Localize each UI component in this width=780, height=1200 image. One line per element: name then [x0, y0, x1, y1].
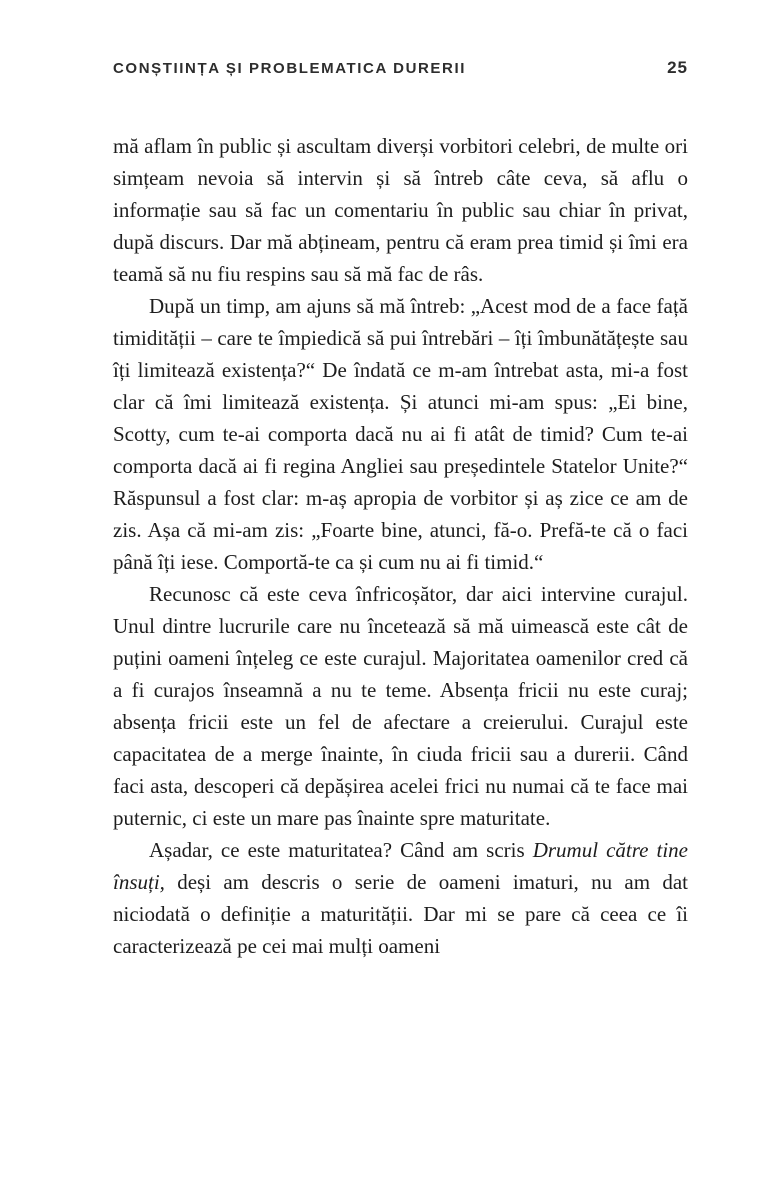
book-title-italic: Drumul către tine însuți, [113, 838, 688, 894]
running-head [113, 58, 688, 78]
paragraph-4-text-after: deși am descris o serie de oameni imaturi, nu am dat niciodată o definiție a maturității. Dar mi se pare că ceea ce îi caracterizează pe cei mai mulți oameni [113, 870, 688, 958]
paragraph-2: După un timp, am ajuns să mă întreb: „Acest mod de a face față timidității – care te împiedică să pui întrebări – îți îmbunătățește sau îți limitează existența?“ De îndată ce m-am întrebat asta, mi-a fost clar că îmi limitează existența. Și atunci mi-am spus: „Ei bine, Scotty, cum te-ai comporta dacă nu ai fi atât de timid? Cum te-ai comporta dacă ai fi regina Angliei sau președintele Statelor Unite?“ Răspunsul a fost clar: m-aș apropia de vorbitor și aș zice ce am de zis. Așa că mi-am zis: „Foarte bine, atunci, fă-o. Prefă-te că o faci până îți iese. Comportă-te ca și cum nu ai fi timid.“ [113, 294, 688, 574]
page-number: 25 [667, 58, 688, 77]
page-body [113, 130, 688, 962]
running-head-title: CONȘTIINȚA ȘI PROBLEMATICA DURERII [113, 60, 467, 77]
paragraph-3: Recunosc că este ceva înfricoșător, dar aici intervine curajul. Unul dintre lucrurile care nu încetează să mă uimească este cât de puțini oameni înțeleg ce este curajul. Majoritatea oamenilor cred că a fi curajos înseamnă a nu te teme. Absența fricii nu este curaj; absența fricii este un fel de afectare a creierului. Curajul este capacitatea de a merge înainte, în ciuda fricii sau a durerii. Când faci asta, descoperi că depășirea acelei frici nu numai că te face mai puternic, ci este un mare pas înainte spre maturitate. [113, 582, 688, 830]
paragraph-4-text-before: Așadar, ce este maturitatea? Când am scris [149, 838, 533, 862]
paragraph-1: mă aflam în public și ascultam diverși vorbitori celebri, de multe ori simțeam nevoia să intervin și să întreb câte ceva, să aflu o informație sau să fac un comentariu în public sau chiar în privat, după discurs. Dar mă abțineam, pentru că eram prea timid și îmi era teamă să nu fiu respins sau să mă fac de râs. [113, 134, 688, 286]
paragraph-4 [113, 834, 688, 962]
